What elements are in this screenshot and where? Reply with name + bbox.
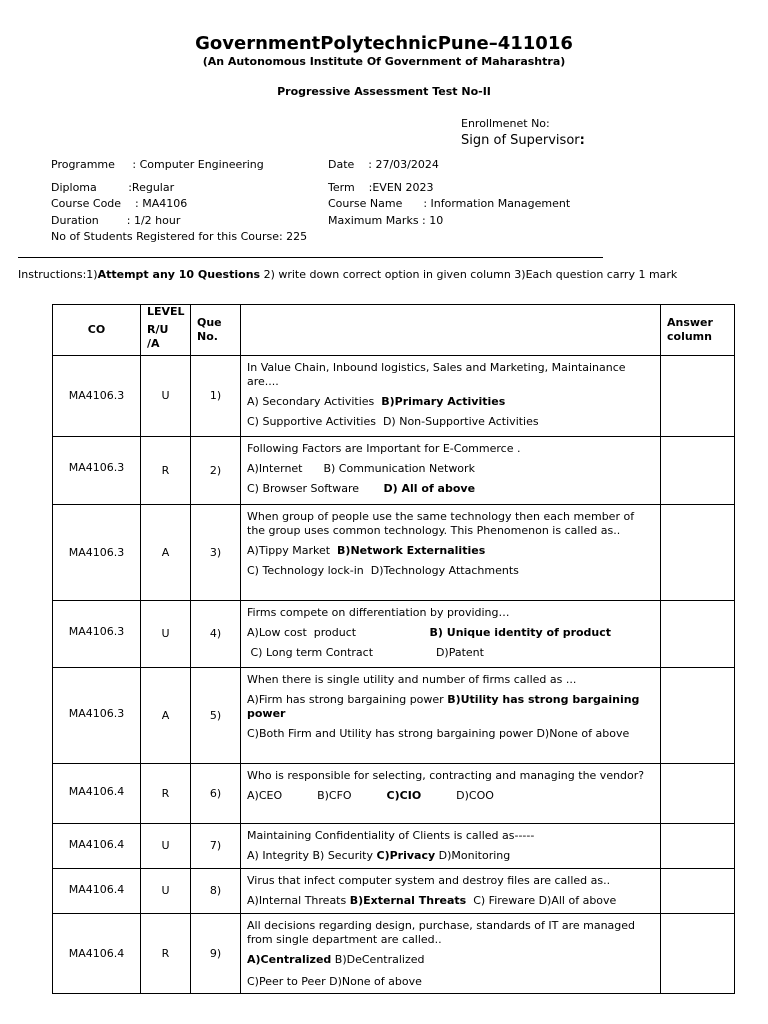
correct-option: B)Utility has strong bargaining power — [247, 693, 640, 720]
correct-option: B)Primary Activities — [381, 395, 506, 408]
options-line-1 — [247, 462, 654, 476]
row-level: A — [141, 505, 191, 601]
correct-option: C)CIO — [386, 789, 422, 802]
options-line-1 — [247, 544, 654, 558]
row-co: MA4106.3 — [53, 505, 141, 601]
option-text: A)Tippy Market — [247, 544, 338, 557]
table-row — [53, 668, 735, 764]
header-question — [241, 305, 661, 356]
option-text: C)Peer to Peer D)None of above — [247, 975, 422, 988]
supervisor-label — [461, 133, 585, 148]
row-no: 9) — [191, 914, 241, 994]
options-line-1 — [247, 789, 654, 803]
correct-option: C)Privacy — [376, 849, 436, 862]
row-question — [241, 914, 661, 994]
duration-info: Duration : 1/2 hour — [51, 214, 181, 227]
institute-title: GovernmentPolytechnicPune–411016 — [195, 33, 573, 54]
row-co: MA4106.4 — [53, 764, 141, 824]
question-text: Firms compete on differentiation by providing… — [247, 606, 510, 619]
option-text: A)Low cost product — [247, 626, 430, 639]
row-co: MA4106.3 — [53, 668, 141, 764]
answer-cell[interactable] — [661, 869, 735, 914]
correct-option: B) Unique identity of product — [429, 626, 612, 639]
row-level: U — [141, 601, 191, 668]
row-no: 1) — [191, 356, 241, 437]
row-question — [241, 764, 661, 824]
row-no: 6) — [191, 764, 241, 824]
row-level: A — [141, 668, 191, 764]
table-row — [53, 914, 735, 994]
correct-option: D) All of above — [383, 482, 476, 495]
header-que-line1: Que — [197, 316, 222, 329]
row-question — [241, 437, 661, 505]
header-level — [141, 305, 191, 356]
option-text: C) Browser Software — [247, 482, 384, 495]
question-text: In Value Chain, Inbound logistics, Sales and Marketing, Maintainance are.... — [247, 361, 626, 388]
row-co: MA4106.4 — [53, 869, 141, 914]
option-text: A)Internal Threats — [247, 894, 350, 907]
options-line-2 — [247, 646, 654, 660]
correct-option: A)Centralized — [247, 953, 332, 966]
instructions-rest: 2) write down correct option in given column 3)Each question carry 1 mark — [260, 268, 678, 281]
supervisor-text: Sign of Supervisor — [461, 133, 580, 148]
row-level: U — [141, 356, 191, 437]
row-level: R — [141, 437, 191, 505]
course-name-info: Course Name : Information Management — [328, 197, 571, 210]
option-text: C)Both Firm and Utility has strong bargaining power D)None of above — [247, 727, 630, 740]
correct-option: B)Network Externalities — [337, 544, 486, 557]
row-level: U — [141, 824, 191, 869]
row-no: 8) — [191, 869, 241, 914]
question-text: Maintaining Confidentiality of Clients is called as----- — [247, 829, 535, 842]
row-co: MA4106.3 — [53, 437, 141, 505]
option-text: D)Monitoring — [435, 849, 511, 862]
row-co: MA4106.3 — [53, 601, 141, 668]
header-que-line2: No. — [197, 330, 218, 343]
row-question — [241, 869, 661, 914]
table-row — [53, 824, 735, 869]
row-no: 5) — [191, 668, 241, 764]
instructions — [18, 268, 677, 281]
question-text: Following Factors are Important for E-Commerce . — [247, 442, 521, 455]
option-text: C) Fireware D)All of above — [466, 894, 617, 907]
question-text: When group of people use the same technology then each member of the group uses common technology. This Phenomenon is called as.. — [247, 510, 635, 537]
option-text: C) Supportive Activities D) Non-Supportive Activities — [247, 415, 539, 428]
row-question — [241, 601, 661, 668]
header-answer-line1: Answer — [667, 316, 713, 329]
row-no: 3) — [191, 505, 241, 601]
header-level-line2: R/U — [147, 323, 169, 336]
option-text: D)COO — [421, 789, 494, 802]
options-line-2 — [247, 727, 654, 741]
table-row — [53, 505, 735, 601]
row-co: MA4106.3 — [53, 356, 141, 437]
course-code-info: Course Code : MA4106 — [51, 197, 188, 210]
option-text: C) Technology lock-in D)Technology Attachments — [247, 564, 519, 577]
option-text: A)CEO B)CFO — [247, 789, 387, 802]
programme-info: Programme : Computer Engineering — [51, 158, 264, 171]
header-level-line1: LEVEL — [147, 305, 185, 318]
options-line-1 — [247, 953, 654, 967]
option-text: B)DeCentralized — [331, 953, 425, 966]
row-question — [241, 824, 661, 869]
answer-cell[interactable] — [661, 914, 735, 994]
table-header-row — [53, 305, 735, 356]
table-row — [53, 437, 735, 505]
table-row — [53, 601, 735, 668]
options-line-1 — [247, 849, 654, 863]
divider-line — [18, 257, 603, 258]
header-level-line3: /A — [147, 337, 160, 350]
option-text: A) Secondary Activities — [247, 395, 382, 408]
instructions-prefix: Instructions:1) — [18, 268, 98, 281]
options-line-1 — [247, 395, 654, 409]
options-line-2 — [247, 415, 654, 429]
row-no: 7) — [191, 824, 241, 869]
options-line-1 — [247, 693, 654, 721]
correct-option: B)External Threats — [349, 894, 467, 907]
row-co: MA4106.4 — [53, 824, 141, 869]
header-answer — [661, 305, 735, 356]
row-question — [241, 668, 661, 764]
supervisor-colon: : — [579, 133, 585, 148]
row-no: 2) — [191, 437, 241, 505]
row-question — [241, 505, 661, 601]
row-level: R — [141, 764, 191, 824]
max-marks-info: Maximum Marks : 10 — [328, 214, 444, 227]
row-no: 4) — [191, 601, 241, 668]
option-text: C) Long term Contract D)Patent — [247, 646, 484, 659]
options-line-2 — [247, 975, 654, 989]
row-level: R — [141, 914, 191, 994]
question-text: Who is responsible for selecting, contracting and managing the vendor? — [247, 769, 645, 782]
question-table — [52, 304, 735, 994]
row-level: U — [141, 869, 191, 914]
answer-cell[interactable] — [661, 505, 735, 601]
diploma-info: Diploma :Regular — [51, 181, 175, 194]
answer-cell[interactable] — [661, 764, 735, 824]
table-row — [53, 356, 735, 437]
option-text: A) Integrity B) Security — [247, 849, 377, 862]
options-line-2 — [247, 482, 654, 496]
date-info: Date : 27/03/2024 — [328, 158, 439, 171]
students-info: No of Students Registered for this Course: 225 — [51, 230, 308, 243]
instructions-bold: Attempt any 10 Questions — [97, 268, 261, 281]
option-text: A)Internet B) Communication Network — [247, 462, 475, 475]
options-line-1 — [247, 894, 654, 908]
table-row — [53, 764, 735, 824]
enrollment-label: Enrollmenet No: — [461, 117, 550, 130]
answer-cell[interactable] — [661, 601, 735, 668]
options-line-1 — [247, 626, 654, 640]
header-answer-line2: column — [667, 330, 712, 343]
option-text: A)Firm has strong bargaining power — [247, 693, 448, 706]
header-co: CO — [53, 305, 141, 356]
answer-cell[interactable] — [661, 668, 735, 764]
table-row — [53, 869, 735, 914]
question-text: All decisions regarding design, purchase, standards of IT are managed from single department are called.. — [247, 919, 636, 946]
question-text: Virus that infect computer system and destroy files are called as.. — [247, 874, 611, 887]
row-question — [241, 356, 661, 437]
answer-cell[interactable] — [661, 437, 735, 505]
row-co: MA4106.4 — [53, 914, 141, 994]
answer-cell[interactable] — [661, 824, 735, 869]
institute-subtitle: (An Autonomous Institute Of Government of Maharashtra) — [202, 55, 566, 68]
header-que — [191, 305, 241, 356]
term-info: Term :EVEN 2023 — [328, 181, 434, 194]
question-text: When there is single utility and number of firms called as ... — [247, 673, 577, 686]
options-line-2 — [247, 564, 654, 578]
answer-cell[interactable] — [661, 356, 735, 437]
test-name: Progressive Assessment Test No-II — [277, 85, 491, 98]
